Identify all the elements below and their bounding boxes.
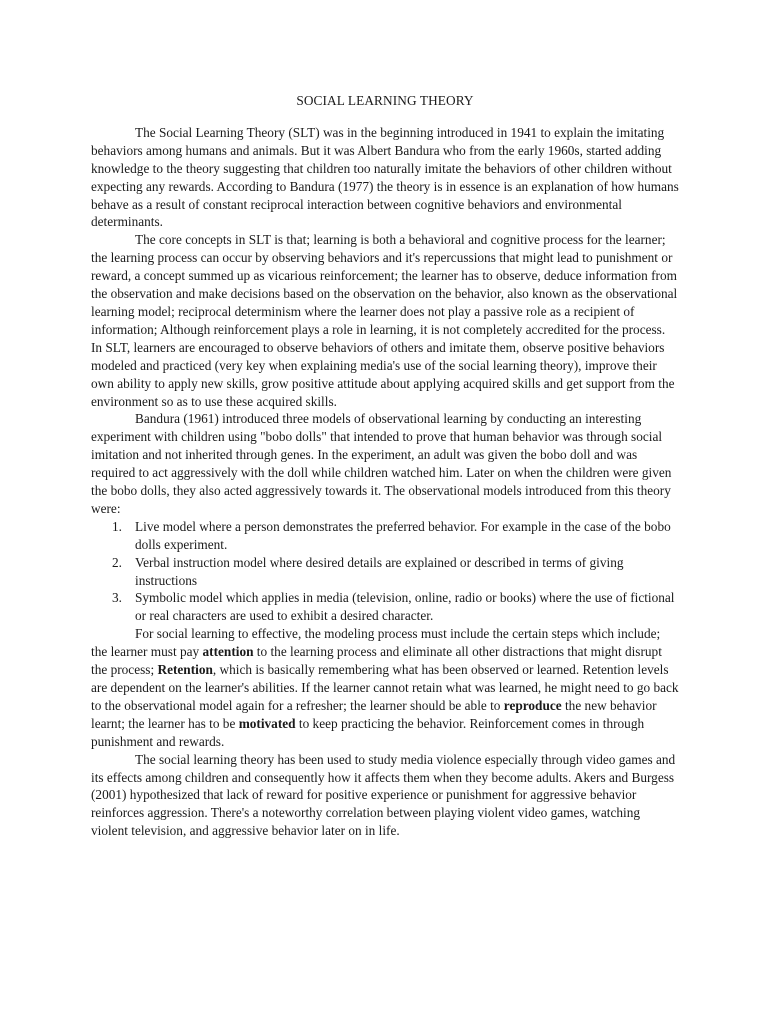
term-motivated: motivated bbox=[238, 715, 296, 731]
paragraph-modeling-process bbox=[91, 625, 679, 750]
list-item-text: Symbolic model which applies in media (television, online, radio or books) where the use of fictional or real characters are used to exhibit a desired character. bbox=[135, 590, 675, 624]
document-page bbox=[91, 92, 679, 840]
text-segment: , which is basically remembering what has been observed or learned. Retention levels are dependent on the learner's abilities. If the learner cannot retain what was learned, he might need to go back to the observational model again for a refresher; the learner should be able to bbox=[91, 662, 679, 713]
term-retention: Retention bbox=[157, 662, 213, 678]
paragraph-media-violence: The social learning theory has been used to study media violence especially through video games and its effects among children and consequently how it affects them when they become adults. Akers and Burgess (2001) hypothesized that lack of reward for positive experience or punishment for aggressive behavior reinforces aggression. There's a noteworthy correlation between playing violent video games, watching violent television, and aggressive behavior later on in life. bbox=[91, 751, 676, 839]
paragraph-slt-learners: In SLT, learners are encouraged to observe behaviors of others and imitate them, observe positive behaviors modeled and practiced (very key when explaining media's use of the social learning theory), improve their own ability to apply new skills, grow positive attitude about applying acquired skills and get support from the environment so as to use these acquired skills. bbox=[91, 339, 675, 409]
paragraph-core-concepts: The core concepts in SLT is that; learning is both a behavioral and cognitive process for the learner; the learning process can occur by observing behaviors and it's repercussions that might lead to punishment or reward, a concept summed up as vicarious reinforcement; the learner has to observe, deduce information from the observation and make decisions based on the observation on the behavior, also known as the observational learning model; reciprocal determinism where the learner does not play a passive role as a recipient of information; Although reinforcement plays a role in learning, it is not completely accredited for the process. bbox=[91, 232, 678, 337]
text-segment: the new behavior learnt; the learner has to be bbox=[91, 697, 657, 731]
list-item-number: 2. bbox=[112, 554, 122, 570]
text-segment: For social learning to effective, the modeling process must include the certain steps which include; the learner must pay bbox=[91, 626, 661, 660]
observational-models-list bbox=[91, 518, 679, 625]
paragraph-intro: The Social Learning Theory (SLT) was in the beginning introduced in 1941 to explain the imitating behaviors among humans and animals. But it was Albert Bandura who from the early 1960s, started adding knowledge to the theory suggesting that children too naturally imitate the behaviors of other children without expecting any rewards. According to Bandura (1977) the theory is in essence is an explanation of how humans behave as a result of constant reciprocal interaction between cognitive behaviors and environmental determinants. bbox=[91, 124, 679, 230]
list-item-number: 3. bbox=[112, 590, 122, 606]
document-title: SOCIAL LEARNING THEORY bbox=[296, 93, 474, 108]
text-segment: to keep practicing the behavior. Reinforcement comes in through punishment and rewards. bbox=[91, 715, 645, 749]
list-item bbox=[91, 518, 679, 554]
term-attention: attention bbox=[202, 644, 254, 660]
text-segment: to the learning process and eliminate all other distractions that might disrupt the process; bbox=[91, 644, 662, 678]
list-item-text: Verbal instruction model where desired details are explained or described in terms of giving instructions bbox=[135, 554, 624, 588]
paragraph-bandura-experiment: Bandura (1961) introduced three models of observational learning by conducting an interesting experiment with children using "bobo dolls" that intended to prove that human behavior was through social imitation and not inherited through genes. In the experiment, an adult was given the bobo doll and was required to act aggressively with the doll while children watched him. Later on when the children were given the bobo dolls, they also acted aggressively towards it. The observational models introduced from this theory were: bbox=[91, 411, 672, 516]
list-item-number: 1. bbox=[112, 518, 122, 534]
list-item bbox=[91, 589, 679, 625]
list-item bbox=[91, 554, 679, 590]
list-item-text: Live model where a person demonstrates the preferred behavior. For example in the case of the bobo dolls experiment. bbox=[135, 518, 671, 552]
term-reproduce: reproduce bbox=[503, 697, 562, 713]
